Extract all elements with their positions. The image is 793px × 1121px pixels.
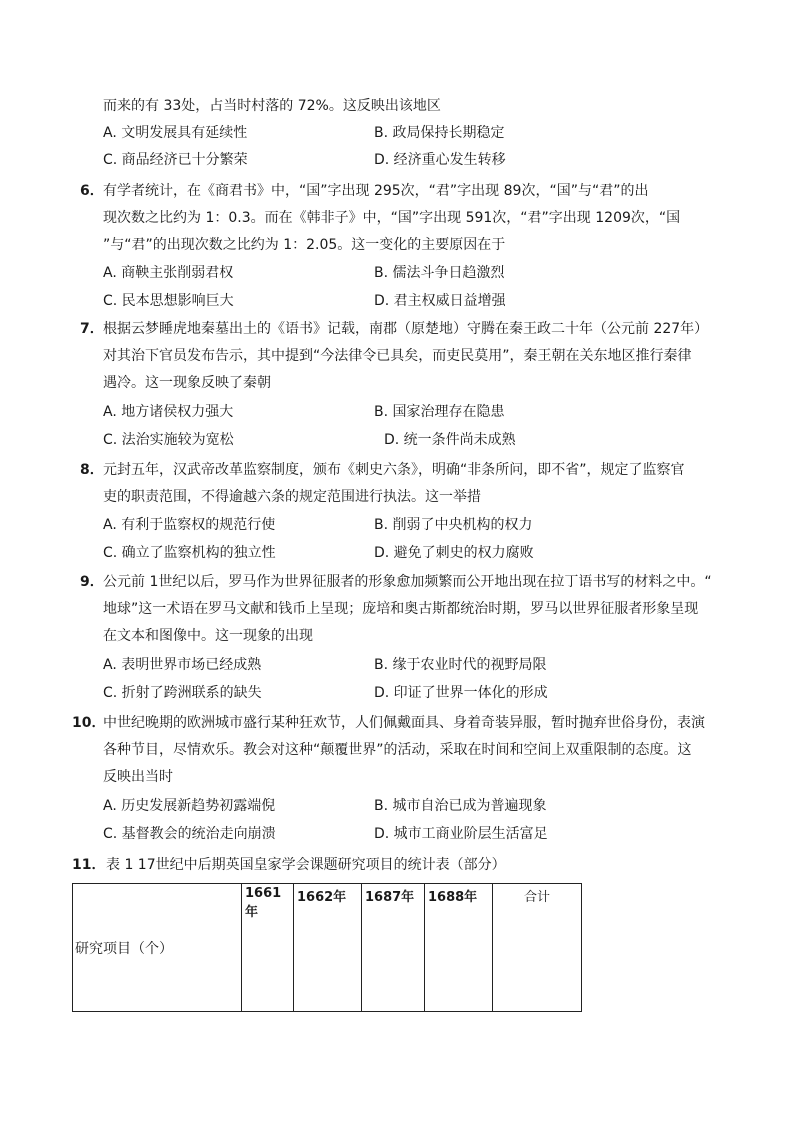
q6-stem-line3: ”与“君”的出现次数之比约为 1：2.05。这一变化的主要原因在于 [103, 237, 506, 253]
q9-option-b: B. 缘于农业时代的视野局限 [374, 657, 547, 673]
q6-number: 6． [80, 183, 104, 199]
q6-option-a: A. 商鞅主张削弱君权 [103, 265, 234, 281]
q10-option-b: B. 城市自治已成为普遍现象 [374, 798, 547, 814]
table-header-1662: 1662年 [294, 884, 362, 1012]
q7-number: 7． [80, 321, 104, 337]
q9-stem-line3: 在文本和图像中。这一现象的出现 [103, 628, 313, 644]
q5-option-a: A. 文明发展具有延续性 [103, 125, 248, 141]
q10-option-d: D. 城市工商业阶层生活富足 [374, 826, 548, 842]
q6-stem-line2: 现次数之比约为 1：0.3。而在《韩非子》中，“国”字出现 591次，“君”字出现 1209次，“国 [103, 210, 681, 226]
q8-stem-line2: 吏的职责范围，不得逾越六条的规定范围进行执法。这一举措 [103, 489, 481, 505]
q10-option-c: C. 基督教会的统治走向崩溃 [103, 826, 276, 842]
q7-option-c: C. 法治实施较为宽松 [103, 432, 234, 448]
q5-stem-tail: 而来的有 33处，占当时村落的 72%。这反映出该地区 [103, 98, 441, 114]
q7-stem-line1: 根据云梦睡虎地秦墓出土的《语书》记载，南郡（原楚地）守腾在秦王政二十年（公元前 227年） [103, 321, 709, 337]
q9-option-a: A. 表明世界市场已经成熟 [103, 657, 262, 673]
q9-stem-line1: 公元前 1世纪以后，罗马作为世界征服者的形象愈加频繁而公开地出现在拉丁语书写的材料之中。“ [103, 574, 712, 590]
q6-option-c: C. 民本思想影响巨大 [103, 293, 234, 309]
q10-stem-line1: 中世纪晚期的欧洲城市盛行某种狂欢节，人们佩戴面具、身着奇装异服，暂时抛弃世俗身份，表演 [103, 715, 705, 731]
q9-option-c: C. 折射了跨洲联系的缺失 [103, 685, 262, 701]
q11-number: 11． [72, 857, 106, 873]
q8-stem-line1: 元封五年，汉武帝改革监察制度，颁布《刺史六条》，明确“非条所问，即不省”，规定了监察官 [103, 462, 685, 478]
q7-stem-line2: 对其治下官员发布告示，其中提到“今法律令已具矣，而吏民莫用”，秦王朝在关东地区推行秦律 [103, 348, 692, 364]
q7-option-a: A. 地方诸侯权力强大 [103, 404, 234, 420]
q8-option-c: C. 确立了监察机构的独立性 [103, 545, 276, 561]
q10-stem-line3: 反映出当时 [103, 769, 173, 785]
q10-option-a: A. 历史发展新趋势初露端倪 [103, 798, 276, 814]
table-header-total: 合计 [493, 884, 582, 1012]
q5-option-d: D. 经济重心发生转移 [374, 152, 506, 168]
q9-stem-line2: 地球”这一术语在罗马文献和钱币上呈现；庞培和奥古斯都统治时期，罗马以世界征服者形象呈现 [103, 601, 699, 617]
table-header-1687: 1687年 [362, 884, 425, 1012]
q6-stem-line1: 有学者统计，在《商君书》中，“国”字出现 295次，“君”字出现 89次，“国”与“君”的出 [103, 183, 649, 199]
q7-option-b: B. 国家治理存在隐患 [374, 404, 505, 420]
q7-stem-line3: 遇冷。这一现象反映了秦朝 [103, 375, 271, 391]
q8-number: 8． [80, 462, 104, 478]
q7-option-d: D. 统一条件尚未成熟 [384, 432, 516, 448]
q6-option-b: B. 儒法斗争日趋激烈 [374, 265, 505, 281]
q11-table-caption: 表 1 17世纪中后期英国皇家学会课题研究项目的统计表（部分） [106, 857, 506, 873]
q9-option-d: D. 印证了世界一体化的形成 [374, 685, 548, 701]
table-header-1688: 1688年 [425, 884, 493, 1012]
q5-option-c: C. 商品经济已十分繁荣 [103, 152, 248, 168]
table-row-label: 研究项目（个） [73, 884, 242, 1012]
q11-stats-table [72, 883, 582, 1012]
q8-option-a: A. 有利于监察权的规范行使 [103, 517, 276, 533]
q5-option-b: B. 政局保持长期稳定 [374, 125, 505, 141]
q9-number: 9． [80, 574, 104, 590]
q6-option-d: D. 君主权威日益增强 [374, 293, 506, 309]
q10-stem-line2: 各种节目，尽情欢乐。教会对这种“颠覆世界”的活动，采取在时间和空间上双重限制的态度。这 [103, 742, 692, 758]
q10-number: 10． [72, 715, 106, 731]
q8-option-b: B. 削弱了中央机构的权力 [374, 517, 533, 533]
q8-option-d: D. 避免了刺史的权力腐败 [374, 545, 534, 561]
table-header-1661: 1661年 [242, 884, 294, 1012]
